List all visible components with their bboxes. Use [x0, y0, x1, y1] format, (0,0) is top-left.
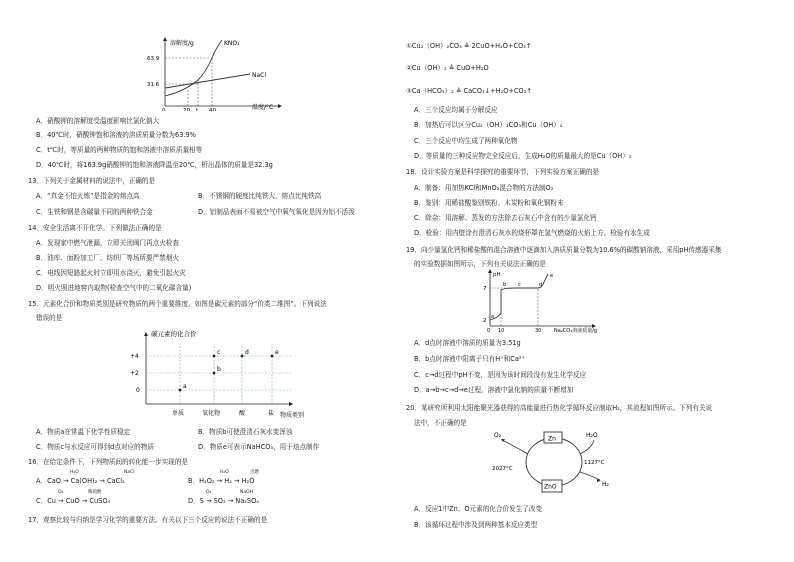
q18-option-a: A．制备：用加热KCl和MnO₂混合物的方法制O₂	[414, 184, 554, 192]
vc-ytick-2: +2	[130, 370, 139, 377]
q16-arrow-label-6: 稀硫酸	[88, 490, 102, 495]
sol-series-nacl: NaCl	[252, 72, 267, 79]
sol-xtick-0: 0	[162, 108, 166, 111]
vc-cat-1: 单质	[172, 410, 185, 417]
q15-option-b: B．物质b可使澄清石灰水变浑浊	[198, 428, 293, 436]
vc-point-c	[213, 355, 216, 358]
temp-2-label: 1127°C	[584, 460, 605, 466]
vc-ytick-1: +4	[130, 353, 139, 360]
ph-point-e: e	[550, 273, 554, 279]
sol-ytick-2: 31.6	[147, 82, 160, 88]
q16-option-d: D．S → SO₂ → Na₂SO₄	[188, 497, 259, 505]
nacl-curve	[165, 74, 250, 88]
vc-point-b	[213, 372, 216, 375]
ph-xtick-2: 30	[535, 328, 542, 334]
h2o-arrow	[580, 440, 594, 454]
sol-series-kno3: KNO₃	[224, 40, 240, 47]
ph-curve	[490, 274, 548, 320]
reaction-2: ②Cu（OH）₂ ≜ CuO+H₂O	[406, 64, 489, 72]
q15-stem-1: 15．元素化合价和物质类别是研究物质的两个重要维度。如图是碳元素的部分“价类二维图”。下列说法	[28, 300, 327, 308]
q16-arrow-label-2: NaCl	[124, 470, 135, 475]
ph-point-a: a	[491, 314, 495, 320]
q18-option-d: D．检验：用内壁涂有澄清石灰水的烧杯罩在氢气燃烧的火焰上方，检验有水生成	[414, 229, 650, 237]
sol-ylabel: 溶解度/g	[170, 40, 194, 47]
ph-xtick-1: 10	[498, 328, 505, 334]
q15-option-c: C．物质c与水反应可得到d点对应的物质	[36, 443, 154, 451]
zno-label: ZnO	[544, 483, 557, 491]
q19-option-b: B．b点时溶液中阳离子只有H⁺和Ca²⁺	[414, 355, 526, 363]
q13-stem: 13．下列关于金属材料的说法中，正确的是	[28, 177, 156, 185]
vc-label-a: a	[183, 383, 187, 390]
q18-stem: 18．设计实验方案是科学探究的重要环节，下列实验方案正确的是	[406, 168, 600, 176]
vc-cat-2: 氧化物	[202, 410, 221, 417]
ph-ylabel: pH	[493, 272, 501, 278]
q13-option-d: D．铝制品表面不易被空气中氧气氧化是因为铝不活泼	[198, 208, 355, 216]
q17-option-c: C．三个反应中均生成了两种氧化物	[414, 137, 518, 145]
q16-option-a: A．CaO → Ca(OH)₂ → CaCl₂	[36, 477, 125, 485]
sol-xtick-1: 20	[183, 108, 190, 111]
temp-1-label: 2027°C	[492, 466, 513, 472]
vc-ylabel: 碳元素的化合价	[151, 330, 197, 338]
sol-xtick-2: t	[196, 108, 199, 111]
q14-stem: 14．安全生活离不开化学。下列做法正确的是	[28, 224, 162, 232]
q16-arrow-label-5: O₂	[58, 490, 64, 495]
sol-xtick-3: 40	[209, 108, 216, 111]
q14-option-c: C．电线因短路起火时立即用水浇灭，避免引起火灾	[36, 269, 186, 277]
q19-option-a: A．d点时溶液中溶质的质量为3.51g	[414, 339, 521, 347]
ph-xtick-0: 0	[487, 328, 491, 334]
vc-point-e	[271, 355, 274, 358]
q16-arrow-label-4: 点燃	[250, 470, 259, 475]
q18-option-c: C．除杂：用溶解、蒸发的方法除去石灰石中含有的少量氯化钙	[414, 214, 597, 222]
reaction-1: ①Cu₂（OH）₂CO₃ ≜ 2CuO+H₂O+CO₂↑	[406, 42, 532, 50]
h2-arrow	[580, 472, 600, 480]
ph-point-d: d	[539, 282, 543, 288]
vc-ytick-3: 0	[136, 387, 140, 394]
q12-option-a: A．硝酸钾的溶解度受温度影响比氯化钠大	[36, 117, 160, 125]
q16-arrow-label-1: H₂O	[70, 470, 79, 475]
q16-option-c: C．Cu → CuO → CuSO₄	[36, 497, 111, 505]
vc-point-d	[241, 355, 244, 358]
ph-ytick-2: 2	[483, 318, 487, 324]
vc-label-c: c	[217, 349, 221, 356]
ph-chart	[474, 268, 649, 334]
q20-option-a: A．反应1中Zn、O元素的化合价发生了改变	[414, 505, 543, 513]
o2-label: O₂	[494, 432, 502, 439]
q14-option-d: D．明火照进地窖内取物(检查空气中的二氧化碳含量)	[36, 284, 192, 292]
q16-arrow-label-3: H₂O	[220, 470, 229, 475]
q20-stem-2: 法中，不正确的是	[414, 419, 467, 427]
vc-label-e: e	[275, 349, 279, 356]
ph-ytick-1: 7	[483, 286, 487, 292]
q20-stem-1: 20．某研究所利用太阳能聚光器获得的高能量进行热化学循环反应制取H₂，其流程如图所示。下列有关说	[406, 404, 713, 412]
q20-option-b: B．该循环过程中涉及到两种基本反应类型	[414, 521, 538, 529]
q16-stem: 16．在给定条件下，下列物质间的转化能一步实现的是	[28, 458, 189, 466]
valence-class-chart	[116, 326, 326, 422]
q17-option-b: B．加热后可以区分Cu₂（OH）₂CO₃和Cu（OH）₂	[414, 121, 563, 129]
solubility-chart	[140, 36, 285, 111]
vc-xlabel: 物质类别	[280, 412, 305, 419]
q16-arrow-label-7: O₂	[206, 490, 212, 495]
vc-label-d: d	[245, 349, 249, 356]
q15-option-d: D．物质e可表示NaHCO₃，用于焙点制作	[198, 443, 320, 451]
zn-cycle-diagram	[482, 428, 622, 500]
sol-xlabel: 温度/°C	[252, 104, 274, 111]
q17-option-a: A．三个反应均属于分解反应	[414, 106, 498, 114]
ph-point-b: b	[503, 282, 507, 288]
zn-label: Zn	[548, 435, 556, 443]
q16-option-b: B．H₂O₂ → H₂ → H₂O	[188, 477, 255, 485]
q18-option-b: B．鉴别：用稀盐酸鉴别铁粉、木炭粉和氧化铜粉末	[414, 199, 564, 207]
q12-option-d: D．40℃时，将163.9g硝酸钾的饱和溶液降温至20℃，析出晶体的质量是32.3g	[36, 161, 273, 169]
q19-option-c: C．c→d过程中pH不变，是因为该时间段没有发生化学反应	[414, 371, 587, 379]
q19-option-d: D．a→b→c→d→e过程，溶液中氯化钠的质量不断增加	[414, 386, 574, 394]
q17-option-d: D．等质量的三种反应物完全反应后，生成H₂O的质量最大的是Cu（OH）₂	[414, 152, 632, 160]
sol-ytick-1: 63.9	[147, 56, 160, 62]
ph-point-c: c	[518, 282, 521, 288]
kno3-curve	[165, 40, 222, 96]
o2-arrow	[502, 440, 528, 454]
q14-option-a: A．发现家中燃气泄漏，立即关闭阀门再点火检查	[36, 239, 179, 247]
q15-option-a: A．物质a在常温下化学性质稳定	[36, 428, 131, 436]
h2o-label: H₂O	[586, 432, 598, 439]
q13-option-c: C．生铁和钢是含碳量不同的两种铁合金	[36, 208, 153, 216]
q12-option-b: B．40℃时，硝酸钾饱和溶液的溶质质量分数为63.9%	[36, 131, 196, 139]
q19-stem-2: 的实验数据如图所示，下列有关说法正确的是	[414, 260, 546, 268]
vc-label-b: b	[217, 366, 221, 373]
h2-label: H₂	[602, 481, 609, 488]
q13-option-a: A．“真金不怕火炼”是指金的熔点高	[36, 192, 140, 200]
vc-point-a	[179, 389, 182, 392]
q15-stem-2: 错误的是	[36, 314, 63, 322]
q14-option-b: B．油库、面粉加工厂、纺织厂等场所要严禁烟火	[36, 254, 179, 262]
vc-cat-4: 盐	[268, 410, 275, 417]
q12-option-c: C．t℃时，等质量的两种物质的饱和溶液中溶质质量相等	[36, 146, 203, 154]
q13-option-b: B．不锈钢的硬度比纯铁大，熔点比纯铁高	[198, 192, 322, 200]
q16-arrow-label-8: NaOH	[240, 490, 254, 495]
cycle-ellipse	[526, 435, 582, 486]
reaction-3: ③Ca（HCO₃）₂ ≜ CaCO₃↓+H₂O+CO₂↑	[406, 87, 532, 95]
q17-stem: 17．观察比较与归纳是学习化学的重要方法。有关以下三个反应的说法不正确的是	[28, 516, 268, 524]
q19-stem-1: 19．向少量氢化钙和稀盐酸的混合溶液中逐滴加入溶质质量分数为10.6%的碳酸钠溶液，采用pH传感器采集	[406, 246, 722, 254]
vc-cat-3: 酸	[239, 410, 246, 417]
ph-xlabel: Na₂CO₃溶液质量/g	[554, 328, 598, 334]
